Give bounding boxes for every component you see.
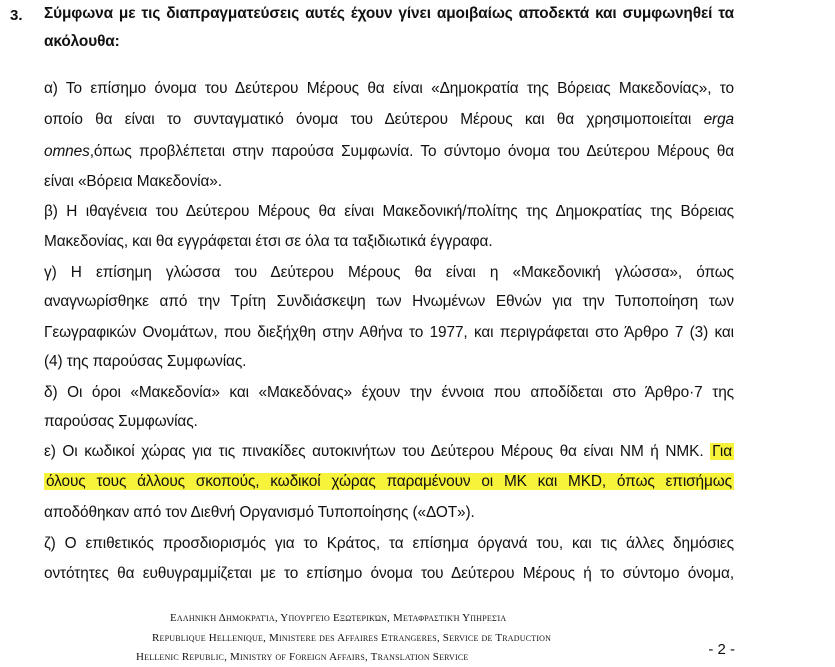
text-line: ζ) Ο επιθετικός προσδιορισμός για το Κράτος, τα επίσημα όργανά του, και τις άλλες δημόσιες	[44, 535, 734, 552]
text-line	[44, 473, 734, 491]
text-line: ακόλουθα:	[44, 33, 120, 50]
text-line: οντότητες θα ευθυγραμμίζεται με το επίσημο όνομα του Δεύτερου Μέρους ή το σύντομο όνομα,	[44, 565, 734, 582]
text-line: αναγνωρίσθηκε από την Τρίτη Συνδιάσκεψη των Ηνωμένων Εθνών για την Τυποποίηση των	[44, 293, 734, 310]
text-line: Σύμφωνα με τις διαπραγματεύσεις αυτές έχουν γίνει αμοιβαίως αποδεκτά και συμφωνηθεί τα	[44, 5, 734, 22]
text-line: (4) της παρούσας Συμφωνίας.	[44, 353, 247, 370]
page-number: - 2 -	[708, 641, 735, 658]
text-line	[44, 143, 734, 161]
footer-line-english: Hellenic Republic, Ministry of Foreign Affairs, Translation Service	[136, 651, 469, 663]
footer-line-greek: Ελληνική Δημοκρατία, Υπουργείο Εξωτερικών, Μεταφραστική Υπηρεσία	[170, 612, 507, 624]
highlighted-text: Για	[712, 443, 732, 460]
text-line: είναι «Βόρεια Μακεδονία».	[44, 173, 222, 190]
text-line: παρούσας Συμφωνίας.	[44, 413, 198, 430]
text-line: β) Η ιθαγένεια του Δεύτερου Μέρους θα είναι Μακεδονική/πολίτης της Δημοκρατίας της Βόρειας	[44, 203, 734, 220]
text-line	[44, 443, 734, 461]
text-line: αποδόθηκαν από τον Διεθνή Οργανισμό Τυποποίησης («ΔΟΤ»).	[44, 504, 475, 521]
italic-term: erga	[703, 111, 734, 128]
text-segment: ε) Οι κωδικοί χώρας για τις πινακίδες αυτοκινήτων του Δεύτερου Μέρους θα είναι ΝΜ ή ΝΜΚ.	[44, 443, 704, 460]
text-line: α) Το επίσημο όνομα του Δεύτερου Μέρους θα είναι «Δημοκρατία της Βόρειας Μακεδονίας», το	[44, 80, 734, 97]
text-line: Γεωγραφικών Ονομάτων, που διεξήχθη στην Αθήνα το 1977, και περιγράφεται στο Άρθρο 7 (3) και	[44, 324, 734, 341]
footer-line-french: Republique Hellenique, Ministere des Affaires Etrangeres, Service de Traduction	[152, 632, 552, 644]
text-line: δ) Οι όροι «Μακεδονία» και «Μακεδόνας» έχουν την έννοια που αποδίδεται στο Άρθρο·7 της	[44, 384, 734, 401]
italic-term: omnes	[44, 143, 90, 160]
text-segment: ,όπως προβλέπεται στην παρούσα Συμφωνία. Το σύντομο όνομα του Δεύτερου Μέρους θα	[89, 143, 734, 160]
text-segment: οποίο θα είναι το συνταγματικό όνομα του Δεύτερου Μέρους και θα χρησιμοποιείται	[44, 111, 692, 128]
item-number: 3.	[10, 7, 23, 24]
text-line: Μακεδονίας, και θα εγγράφεται έτσι σε όλα τα ταξιδιωτικά έγγραφα.	[44, 233, 493, 250]
text-line	[44, 111, 734, 129]
text-line: γ) Η επίσημη γλώσσα του Δεύτερου Μέρους θα είναι η «Μακεδονική γλώσσα», όπως	[44, 264, 734, 281]
highlighted-text: όλους τους άλλους σκοπούς, κωδικοί χώρας παραμένουν οι ΜΚ και ΜΚD, όπως επισήμως	[46, 473, 732, 490]
